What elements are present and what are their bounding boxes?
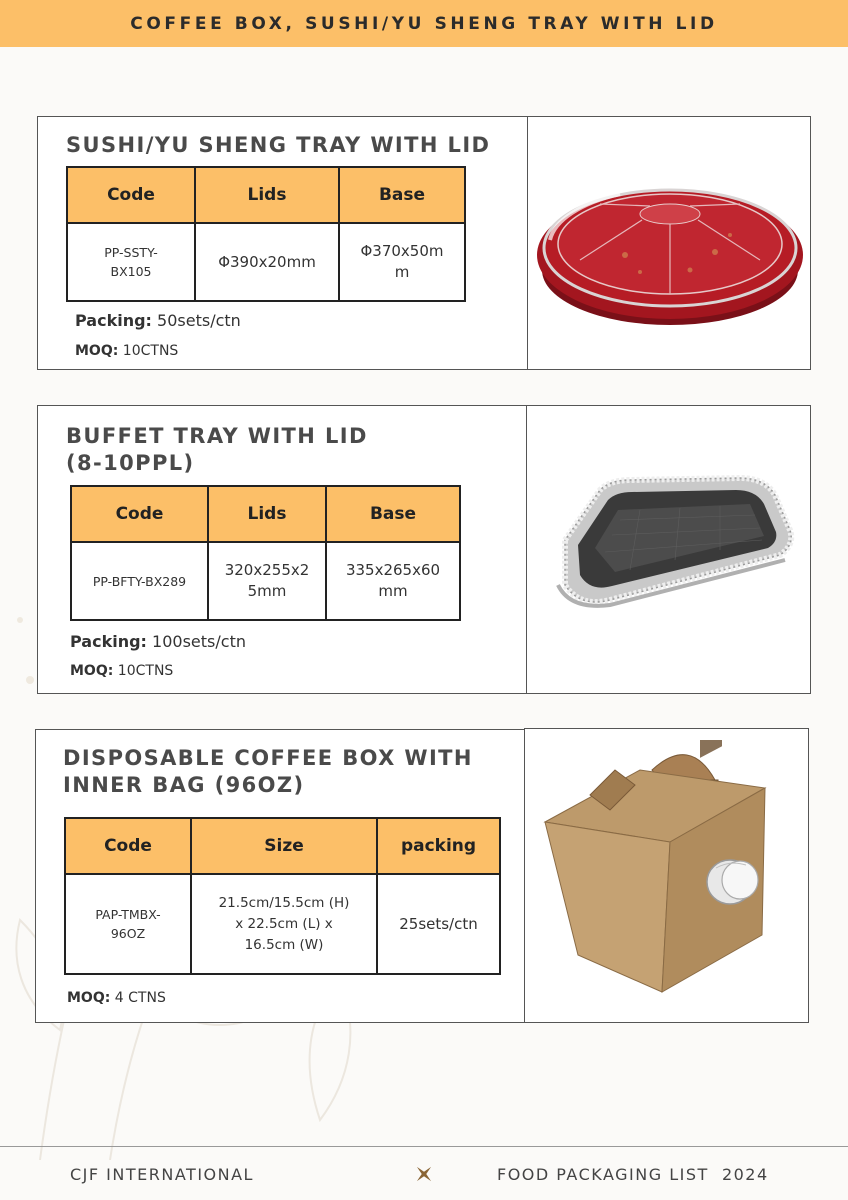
star-icon <box>414 1164 434 1184</box>
product-1-title: SUSHI/YU SHENG TRAY WITH LID <box>66 133 491 157</box>
cell-lids: Φ390x20mm <box>195 223 339 301</box>
column-header-lids: Lids <box>208 486 326 542</box>
column-header-base: Base <box>339 167 465 223</box>
column-header-packing: packing <box>377 818 500 874</box>
product-3-moq: MOQ: 4 CTNS <box>67 990 166 1006</box>
cell-size: 21.5cm/15.5cm (H) x 22.5cm (L) x 16.5cm (W) <box>191 874 377 974</box>
cell-packing: 25sets/ctn <box>377 874 500 974</box>
coffee-box-image <box>540 740 800 1010</box>
footer-document-title: FOOD PACKAGING LIST 2024 <box>497 1165 769 1184</box>
footer-divider <box>0 1146 848 1147</box>
product-2-packing: Packing: 100sets/ctn <box>70 632 246 651</box>
page-title: COFFEE BOX, SUSHI/YU SHENG TRAY WITH LID <box>130 13 718 34</box>
product-2-moq: MOQ: 10CTNS <box>70 663 174 679</box>
column-header-code: Code <box>67 167 195 223</box>
cell-base: 335x265x60 mm <box>326 542 460 620</box>
cell-code: PP-SSTY- BX105 <box>67 223 195 301</box>
product-1-packing: Packing: 50sets/ctn <box>75 311 241 330</box>
product-2-title: BUFFET TRAY WITH LID (8-10PPL) <box>66 424 368 475</box>
footer-company: CJF INTERNATIONAL <box>70 1165 254 1184</box>
product-3-title: DISPOSABLE COFFEE BOX WITH INNER BAG (96OZ) <box>63 746 473 797</box>
column-header-base: Base <box>326 486 460 542</box>
product-2-spec-table <box>70 485 461 621</box>
cell-lids: 320x255x2 5mm <box>208 542 326 620</box>
column-header-size: Size <box>191 818 377 874</box>
product-1-spec-table <box>66 166 466 302</box>
sushi-tray-image <box>530 160 810 330</box>
product-3-spec-table <box>64 817 501 975</box>
column-header-code: Code <box>65 818 191 874</box>
header-bar <box>0 0 848 47</box>
column-header-lids: Lids <box>195 167 339 223</box>
cell-code: PP-BFTY-BX289 <box>71 542 208 620</box>
buffet-tray-image <box>540 460 800 620</box>
cell-code: PAP-TMBX- 96OZ <box>65 874 191 974</box>
column-header-code: Code <box>71 486 208 542</box>
cell-base: Φ370x50m m <box>339 223 465 301</box>
product-1-moq: MOQ: 10CTNS <box>75 343 179 359</box>
